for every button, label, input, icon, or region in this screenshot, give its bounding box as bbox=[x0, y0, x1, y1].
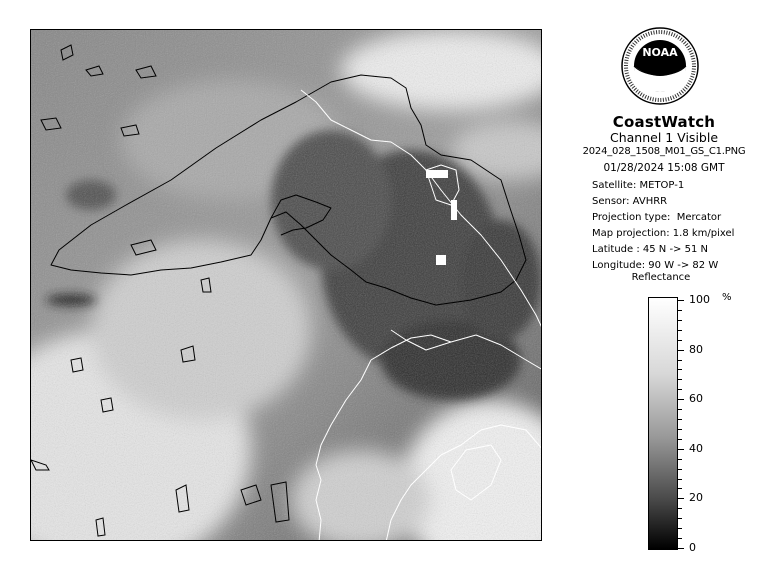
map-projection-info: Map projection: 1.8 km/pixel bbox=[592, 228, 735, 239]
colorbar-minor-tick bbox=[678, 419, 682, 420]
colorbar-minor-tick bbox=[678, 379, 682, 380]
colorbar-minor-tick bbox=[678, 508, 682, 509]
colorbar-minor-tick bbox=[678, 340, 682, 341]
acquisition-datetime: 01/28/2024 15:08 GMT bbox=[603, 162, 725, 174]
colorbar-tick bbox=[678, 399, 684, 400]
colorbar-tick-label: 0 bbox=[689, 541, 696, 554]
colorbar-minor-tick bbox=[678, 469, 682, 470]
colorbar-tick-label: 40 bbox=[689, 441, 703, 455]
colorbar-minor-tick bbox=[678, 528, 682, 529]
colorbar-minor-tick bbox=[678, 320, 682, 321]
colorbar-minor-tick bbox=[678, 369, 682, 370]
colorbar-tick bbox=[678, 350, 684, 351]
reflectance-colorbar bbox=[648, 297, 678, 550]
projection-type-info: Projection type: Mercator bbox=[592, 212, 722, 223]
satellite-map bbox=[31, 30, 542, 541]
channel-label: Channel 1 Visible bbox=[609, 130, 719, 145]
colorbar-tick bbox=[678, 449, 684, 450]
colorbar-unit: % bbox=[722, 292, 732, 303]
colorbar-minor-tick bbox=[678, 479, 682, 480]
colorbar-tick bbox=[678, 498, 684, 499]
colorbar-tick-label: 80 bbox=[689, 342, 703, 356]
colorbar-minor-tick bbox=[678, 439, 682, 440]
colorbar-tick bbox=[678, 548, 684, 549]
colorbar-tick-label: 60 bbox=[689, 392, 703, 406]
sensor-info: Sensor: AVHRR bbox=[592, 196, 668, 207]
colorbar-tick bbox=[678, 300, 684, 301]
satellite-image bbox=[30, 29, 542, 541]
noaa-emblem bbox=[620, 26, 700, 106]
colorbar-minor-tick bbox=[678, 330, 682, 331]
colorbar-minor-tick bbox=[678, 310, 682, 311]
colorbar-minor-tick bbox=[678, 538, 682, 539]
colorbar-minor-tick bbox=[678, 459, 682, 460]
file-name: 2024_028_1508_M01_GS_C1.PNG bbox=[582, 146, 746, 157]
colorbar-minor-tick bbox=[678, 389, 682, 390]
noaa-logo-text: NOAA bbox=[642, 46, 678, 59]
colorbar-minor-tick bbox=[678, 488, 682, 489]
colorbar-minor-tick bbox=[678, 409, 682, 410]
colorbar-minor-tick bbox=[678, 518, 682, 519]
product-title: CoastWatch bbox=[612, 113, 716, 131]
colorbar-label: Reflectance bbox=[631, 272, 691, 283]
colorbar-tick-label: 20 bbox=[689, 491, 703, 505]
longitude-info: Longitude: 90 W -> 82 W bbox=[592, 260, 719, 271]
colorbar-tick-label: 100 bbox=[689, 293, 710, 306]
noaa-logo bbox=[620, 26, 700, 106]
colorbar-minor-tick bbox=[678, 360, 682, 361]
latitude-info: Latitude : 45 N -> 51 N bbox=[592, 244, 708, 255]
satellite-info: Satellite: METOP-1 bbox=[592, 180, 685, 191]
colorbar-minor-tick bbox=[678, 429, 682, 430]
